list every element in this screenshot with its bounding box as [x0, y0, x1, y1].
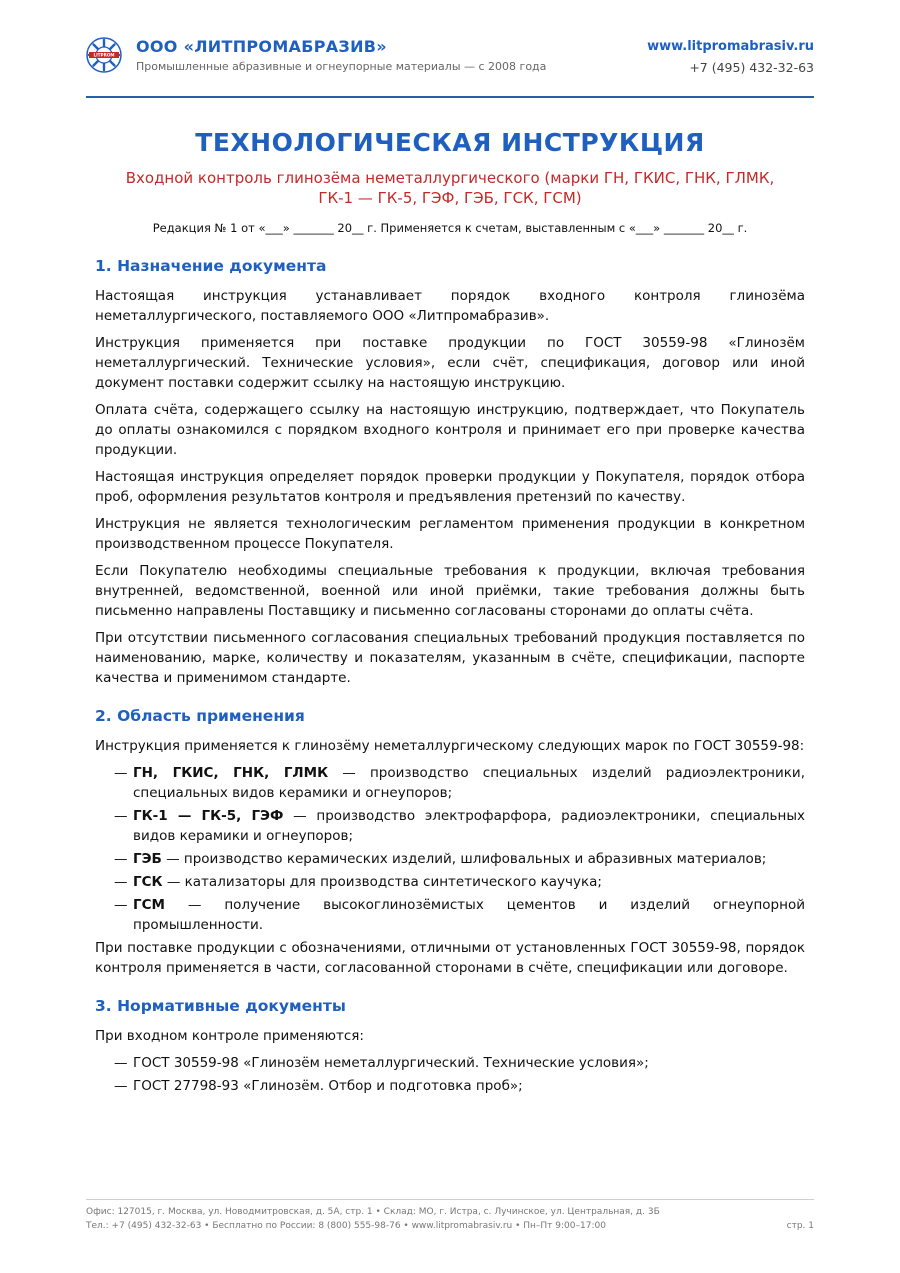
grade-list — [95, 763, 805, 935]
list-item — [95, 849, 805, 869]
grade-purpose: — производство специальных изделий радиоэлектроники, специальных видов керамики и огнеупоров; — [133, 765, 805, 801]
paragraph: Инструкция применяется при поставке продукции по ГОСТ 30559-98 «Глинозём неметаллургический. Технические условия», если счёт, спецификация, договор или иной документ поставки содержит ссылку на настоящую инструкцию. — [95, 335, 805, 391]
company-tagline: Промышленные абразивные и огнеупорные материалы — с 2008 года — [136, 60, 547, 73]
subtitle-line: Входной контроль глинозёма неметаллургического (марки ГН, ГКИС, ГНК, ГЛМК, — [125, 169, 775, 187]
list-item — [95, 763, 805, 803]
section-heading: 2. Область применения — [95, 707, 305, 725]
list-item — [95, 872, 805, 892]
standard-name: ГОСТ 27798-93 «Глинозём. Отбор и подготовка проб»; — [133, 1078, 523, 1094]
paragraph: Инструкция не является технологическим регламентом применения продукции в конкретном производственном процессе Покупателя. — [95, 516, 805, 552]
paragraph: При поставке продукции с обозначениями, отличными от установленных ГОСТ 30559-98, порядок контроля применяется в части, согласованной сторонами в счёте, спецификации или договоре. — [95, 940, 805, 976]
company-logo-icon — [86, 37, 122, 73]
grade-purpose: — производство керамических изделий, шлифовальных и абразивных материалов; — [161, 851, 767, 867]
list-item — [95, 1053, 805, 1073]
section-heading: 3. Нормативные документы — [95, 997, 346, 1015]
list-dash: — — [114, 765, 128, 781]
company-name: ООО «ЛИТПРОМАБРАЗИВ» — [136, 37, 387, 56]
section-purpose — [95, 255, 805, 688]
paragraph: Настоящая инструкция устанавливает порядок входного контроля глинозёма неметаллургического, поставляемого ООО «Литпромабразив». — [95, 288, 805, 324]
paragraph: При отсутствии письменного согласования специальных требований продукция поставляется по наименованию, марке, количеству и показателям, указанным в счёте, спецификации, паспорте качества и применимом стандарте. — [95, 630, 805, 686]
grade-names: ГСМ — [133, 897, 165, 913]
grade-names: ГЭБ — [133, 851, 162, 867]
page-number: стр. 1 — [786, 1221, 814, 1231]
footer-contacts-text: Тел.: +7 (495) 432-32-63 • Бесплатно по России: 8 (800) 555-98-76 • www.litpromabrasiv.ru • Пн–Пт 9:00–17:00 — [86, 1221, 606, 1231]
grade-purpose: — катализаторы для производства синтетического каучука; — [162, 874, 602, 890]
grade-purpose: — производство электрофарфора, радиоэлектроники, специальных видов керамики и огнеупоров; — [133, 808, 805, 844]
list-dash: — — [114, 874, 128, 890]
paragraph: Оплата счёта, содержащего ссылку на настоящую инструкцию, подтверждает, что Покупатель до оплаты ознакомился с порядком входного контроля и принимает его при проверке качества продукции. — [95, 402, 805, 458]
list-dash: — — [114, 1078, 128, 1094]
document-title: ТЕХНОЛОГИЧЕСКАЯ ИНСТРУКЦИЯ — [195, 128, 705, 157]
paragraph: При входном контроле применяются: — [95, 1028, 364, 1044]
list-dash: — — [114, 851, 128, 867]
grade-purpose: — получение высокоглинозёмистых цементов и изделий огнеупорной промышленности. — [133, 897, 805, 933]
grade-names: ГСК — [133, 874, 163, 890]
svg-text:LITPROM: LITPROM — [93, 52, 115, 58]
footer-contacts — [86, 1219, 814, 1233]
paragraph: Настоящая инструкция определяет порядок проверки продукции у Покупателя, порядок отбора проб, оформления результатов контроля и предъявления претензий по качеству. — [95, 469, 805, 505]
list-item — [95, 806, 805, 846]
page-header — [86, 30, 814, 98]
section-scope — [95, 705, 805, 978]
section-normative-docs — [95, 995, 805, 1096]
footer-addresses: Офис: 127015, г. Москва, ул. Новодмитровская, д. 5А, стр. 1 • Склад: МО, г. Истра, с. Лучинское, ул. Центральная, д. 3Б — [86, 1207, 660, 1217]
list-dash: — — [114, 1055, 128, 1071]
paragraph: Инструкция применяется к глинозёму неметаллургическому следующих марок по ГОСТ 30559-98: — [95, 738, 805, 754]
website-link[interactable]: www.litpromabrasiv.ru — [647, 39, 814, 54]
list-item — [95, 895, 805, 935]
header-phone: +7 (495) 432-32-63 — [689, 60, 814, 75]
list-dash: — — [114, 897, 128, 913]
subtitle-line: ГК-1 — ГК-5, ГЭФ, ГЭБ, ГСК, ГСМ) — [318, 189, 582, 207]
edition-line: Редакция № 1 от «___» _______ 20__ г. Применяется к счетам, выставленным с «___» _______ 20__ г. — [152, 221, 748, 235]
standard-name: ГОСТ 30559-98 «Глинозём неметаллургический. Технические условия»; — [133, 1055, 649, 1071]
grade-names: ГН, ГКИС, ГНК, ГЛМК — [133, 765, 329, 781]
document-subtitle — [90, 168, 810, 208]
list-item — [95, 1076, 805, 1096]
standards-list — [95, 1053, 805, 1096]
paragraph: Если Покупателю необходимы специальные требования к продукции, включая требования внутренней, ведомственной, военной или иной приёмки, такие требования должны быть письменно направлены Поставщику и письменно согласованы сторонами до оплаты счёта. — [95, 563, 805, 619]
grade-names: ГК-1 — ГК-5, ГЭФ — [133, 808, 284, 824]
document-body — [95, 255, 805, 1099]
page-footer — [86, 1199, 814, 1233]
list-dash: — — [114, 808, 128, 824]
section-heading: 1. Назначение документа — [95, 257, 327, 275]
